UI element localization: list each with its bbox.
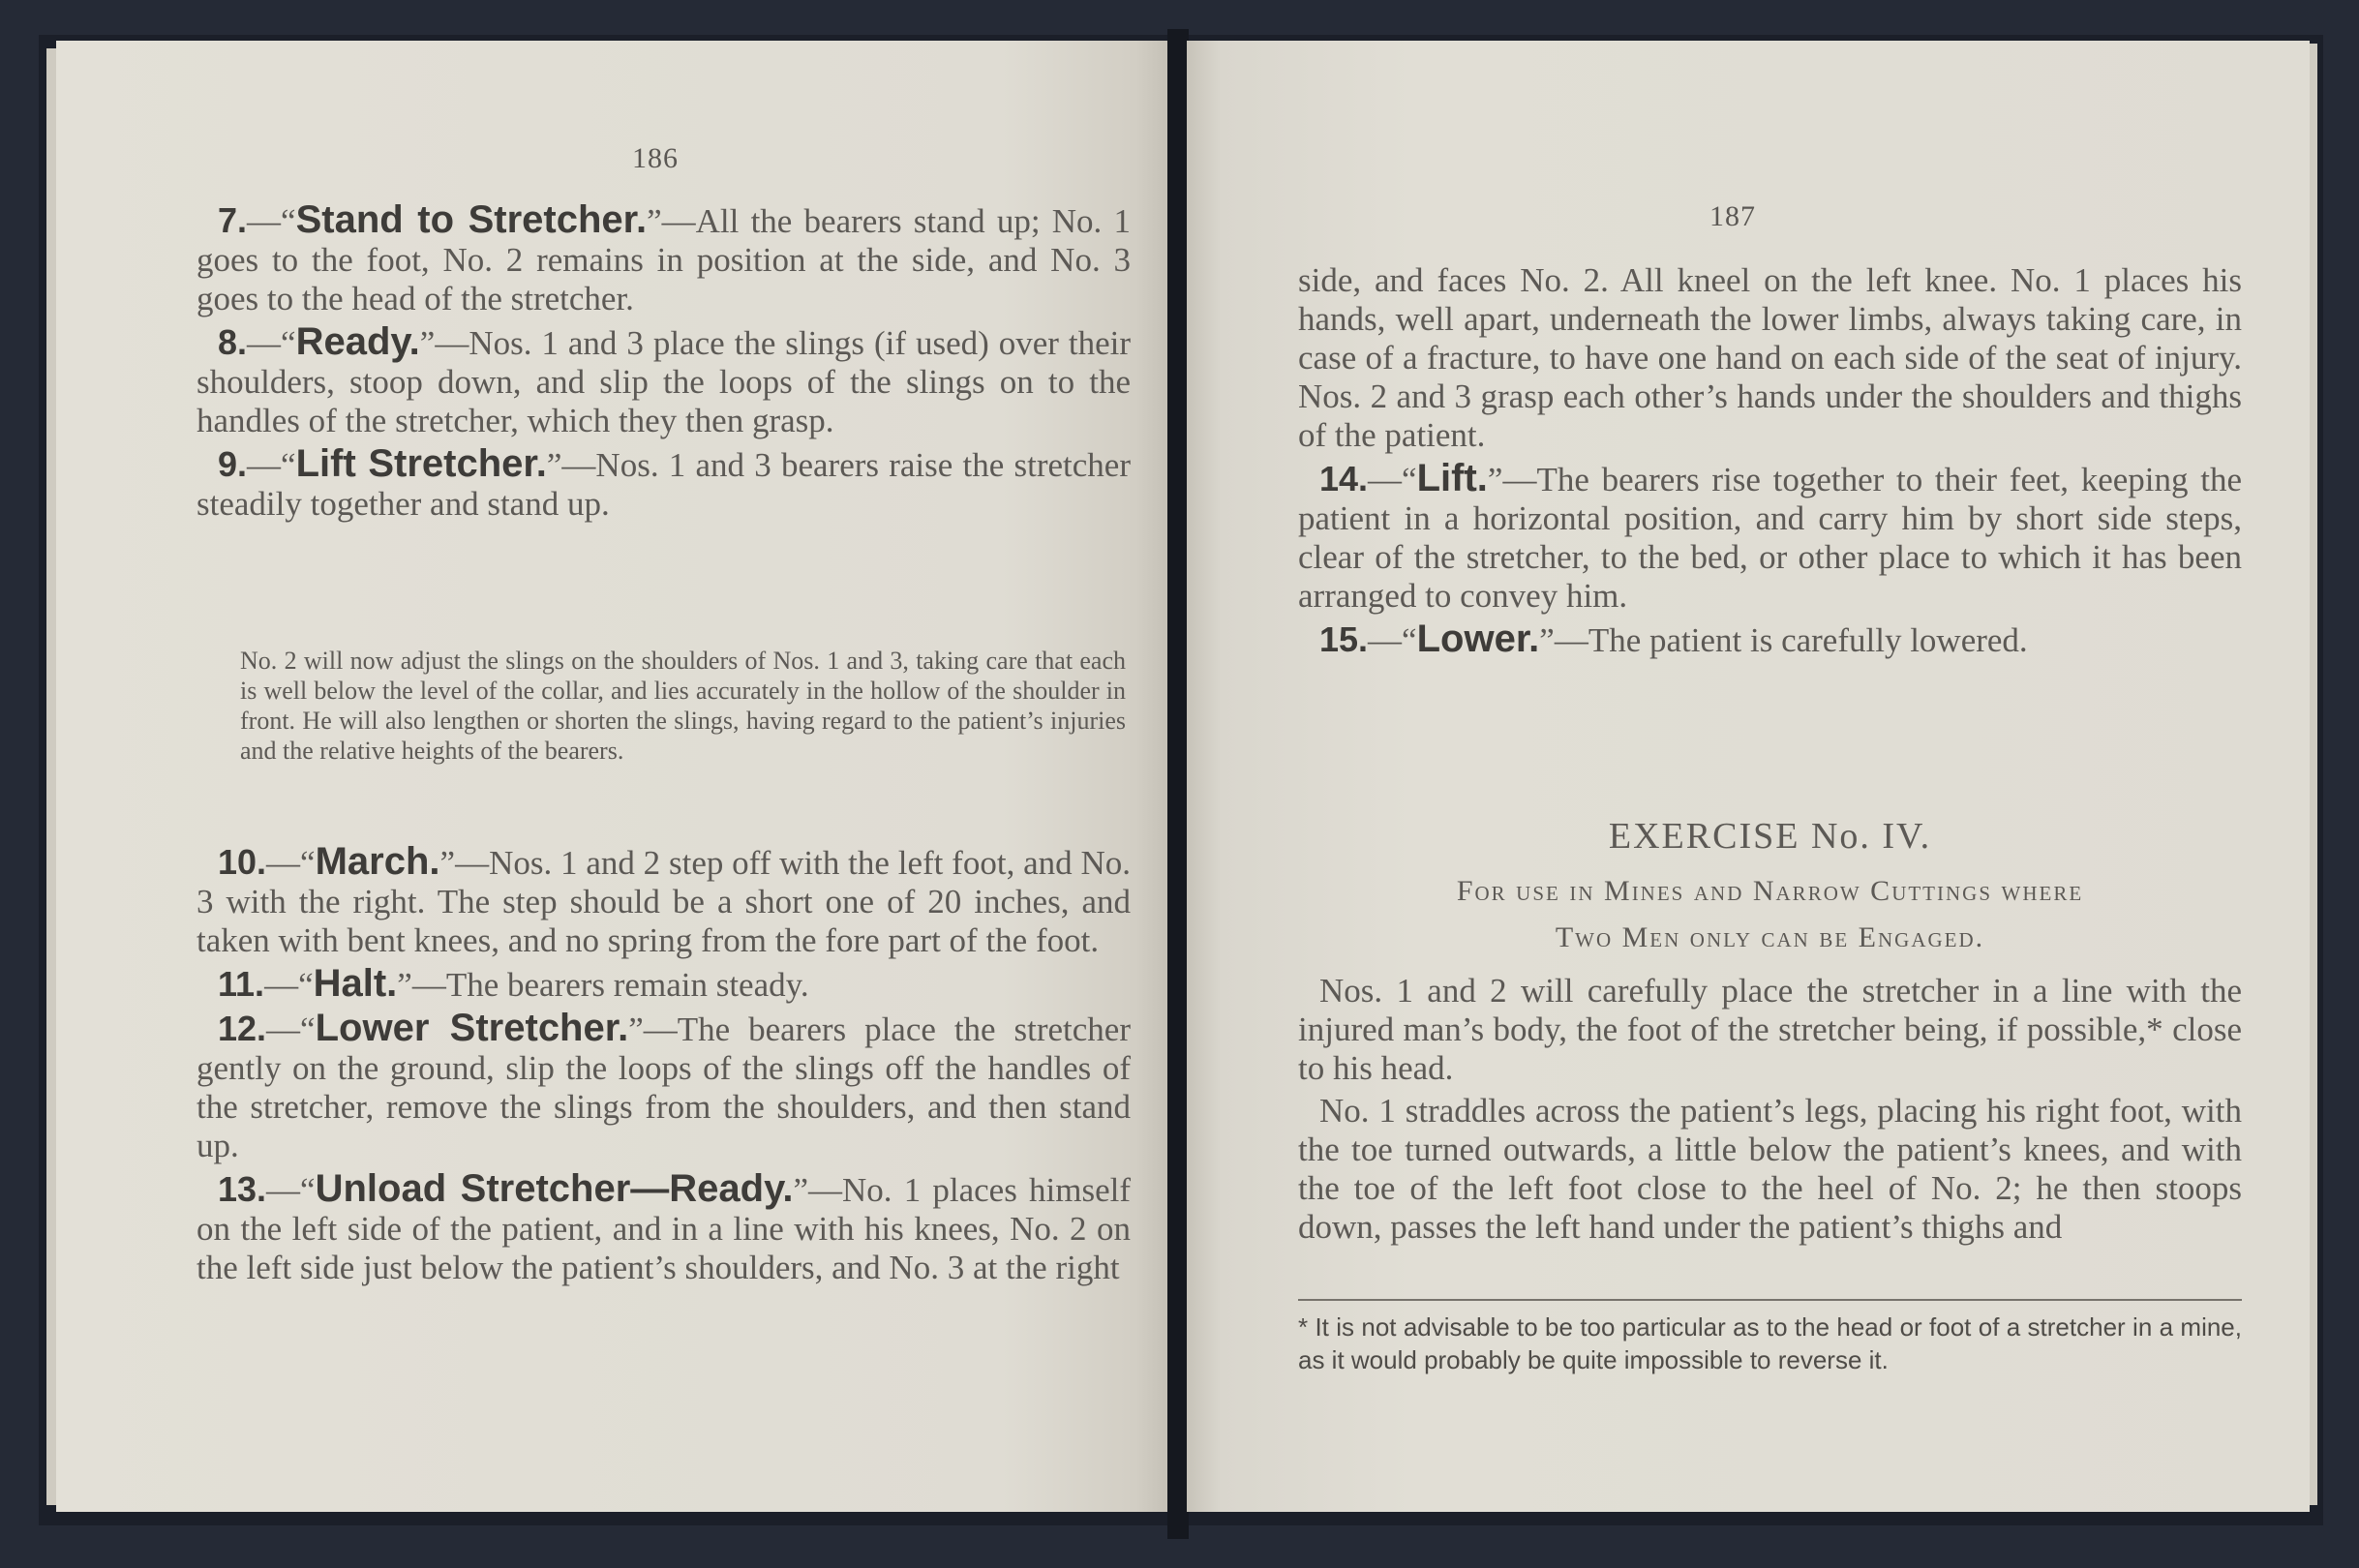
page-number-187: 187 (1709, 200, 1756, 232)
right-page (1187, 41, 2310, 1512)
note-slings: No. 2 will now adjust the slings on the shoulders of Nos. 1 and 3, taking care that each is well below the level of the collar, and lies accurately in the hollow of the shoulder in front. He will also lengthen or shorten the slings, having regard to the patient’s injuries and the relative heights of the bearers. (240, 647, 1126, 765)
paragraph-11: 11.—“Halt.”—The bearers remain steady. (218, 962, 809, 1005)
paragraph-14: 14.—“Lift.”—The bearers rise together to their feet, keeping the patient in a horizontal position, and carry him by short side steps, clear of the stretcher, to the bed, or other place to which it has been arranged to convey him. (1298, 457, 2242, 615)
exercise-subtitle-line-1: For use in Mines and Narrow Cuttings where (1456, 875, 2084, 907)
heading-lower: Lower. (1416, 618, 1540, 660)
left-page (56, 41, 1169, 1512)
footnote: * It is not advisable to be too particular as to the head or foot of a stretcher in a mine, as it would probably be quite impossible to reverse it. (1298, 1312, 2242, 1374)
heading-lift-stretcher: Lift Stretcher. (295, 442, 547, 485)
paragraph-12: 12.—“Lower Stretcher.”—The bearers place the stretcher gently on the ground, slip the loops of the slings off the handles of the stretcher, remove the slings from the shoulders, and then stand up. (197, 1007, 1131, 1164)
heading-lift: Lift. (1416, 457, 1488, 499)
right-page-body (1298, 261, 2242, 660)
paragraph-10: 10.—“March.”—Nos. 1 and 2 step off with the left foot, and No. 3 with the right. The step should be a short one of 20 inches, and taken with bent knees, and no spring from the fore part of the foot. (197, 840, 1131, 959)
book-gutter (1167, 29, 1189, 1539)
exercise-body (1298, 972, 2242, 1247)
exercise-subtitle-line-2: Two Men only can be Engaged. (1555, 921, 1985, 953)
paragraph-15: 15.—“Lower.”—The patient is carefully lowered. (1319, 618, 2028, 660)
paragraph-continued: side, and faces No. 2. All kneel on the left knee. No. 1 places his hands, well apart, underneath the lower limbs, always taking care, in case of a fracture, to have one hand on each side of the seat of injury. Nos. 2 and 3 grasp each other’s hands under the shoulders and thighs of the patient. (1298, 261, 2242, 454)
paragraph-13: 13.—“Unload Stretcher—Ready.”—No. 1 places himself on the left side of the patient, and in a line with his knees, No. 2 on the left side just below the patient’s shoulders, and No. 3 at the right (197, 1167, 1131, 1286)
page-number-186: 186 (632, 142, 679, 174)
heading-stand-to-stretcher: Stand to Stretcher. (295, 198, 648, 241)
heading-ready: Ready. (295, 320, 420, 363)
exercise-paragraph-1: Nos. 1 and 2 will carefully place the stretcher in a line with the injured man’s body, the foot of the stretcher being, if possible,* close to his head. (1298, 972, 2242, 1087)
left-page-body-continued (197, 842, 1131, 1287)
paragraph-7: 7.—“Stand to Stretcher.”—All the bearers stand up; No. 1 goes to the foot, No. 2 remains in position at the side, and No. 3 goes to the head of the stretcher. (197, 198, 1131, 317)
paragraph-9: 9.—“Lift Stretcher.”—Nos. 1 and 3 bearers raise the stretcher steadily together and stand up. (197, 442, 1131, 523)
heading-unload-stretcher-ready: Unload Stretcher—Ready. (315, 1167, 794, 1210)
exercise-paragraph-2: No. 1 straddles across the patient’s legs, placing his right foot, with the toe turned outwards, a little below the patient’s knees, and with the toe of the left foot close to the heel of No. 2; he then stoops down, passes the left hand under the patient’s thighs and (1298, 1092, 2242, 1246)
exercise-title: EXERCISE No. IV. (1608, 816, 1932, 857)
heading-halt: Halt. (313, 962, 398, 1005)
exercise-subtitle (1298, 868, 2242, 961)
footnote-rule (1298, 1299, 2242, 1301)
heading-march: March. (315, 840, 440, 883)
heading-lower-stretcher: Lower Stretcher. (315, 1007, 629, 1049)
paragraph-8: 8.—“Ready.”—Nos. 1 and 3 place the slings (if used) over their shoulders, stoop down, and slip the loops of the slings on to the handles of the stretcher, which they then grasp. (197, 320, 1131, 439)
left-page-body (197, 200, 1131, 524)
